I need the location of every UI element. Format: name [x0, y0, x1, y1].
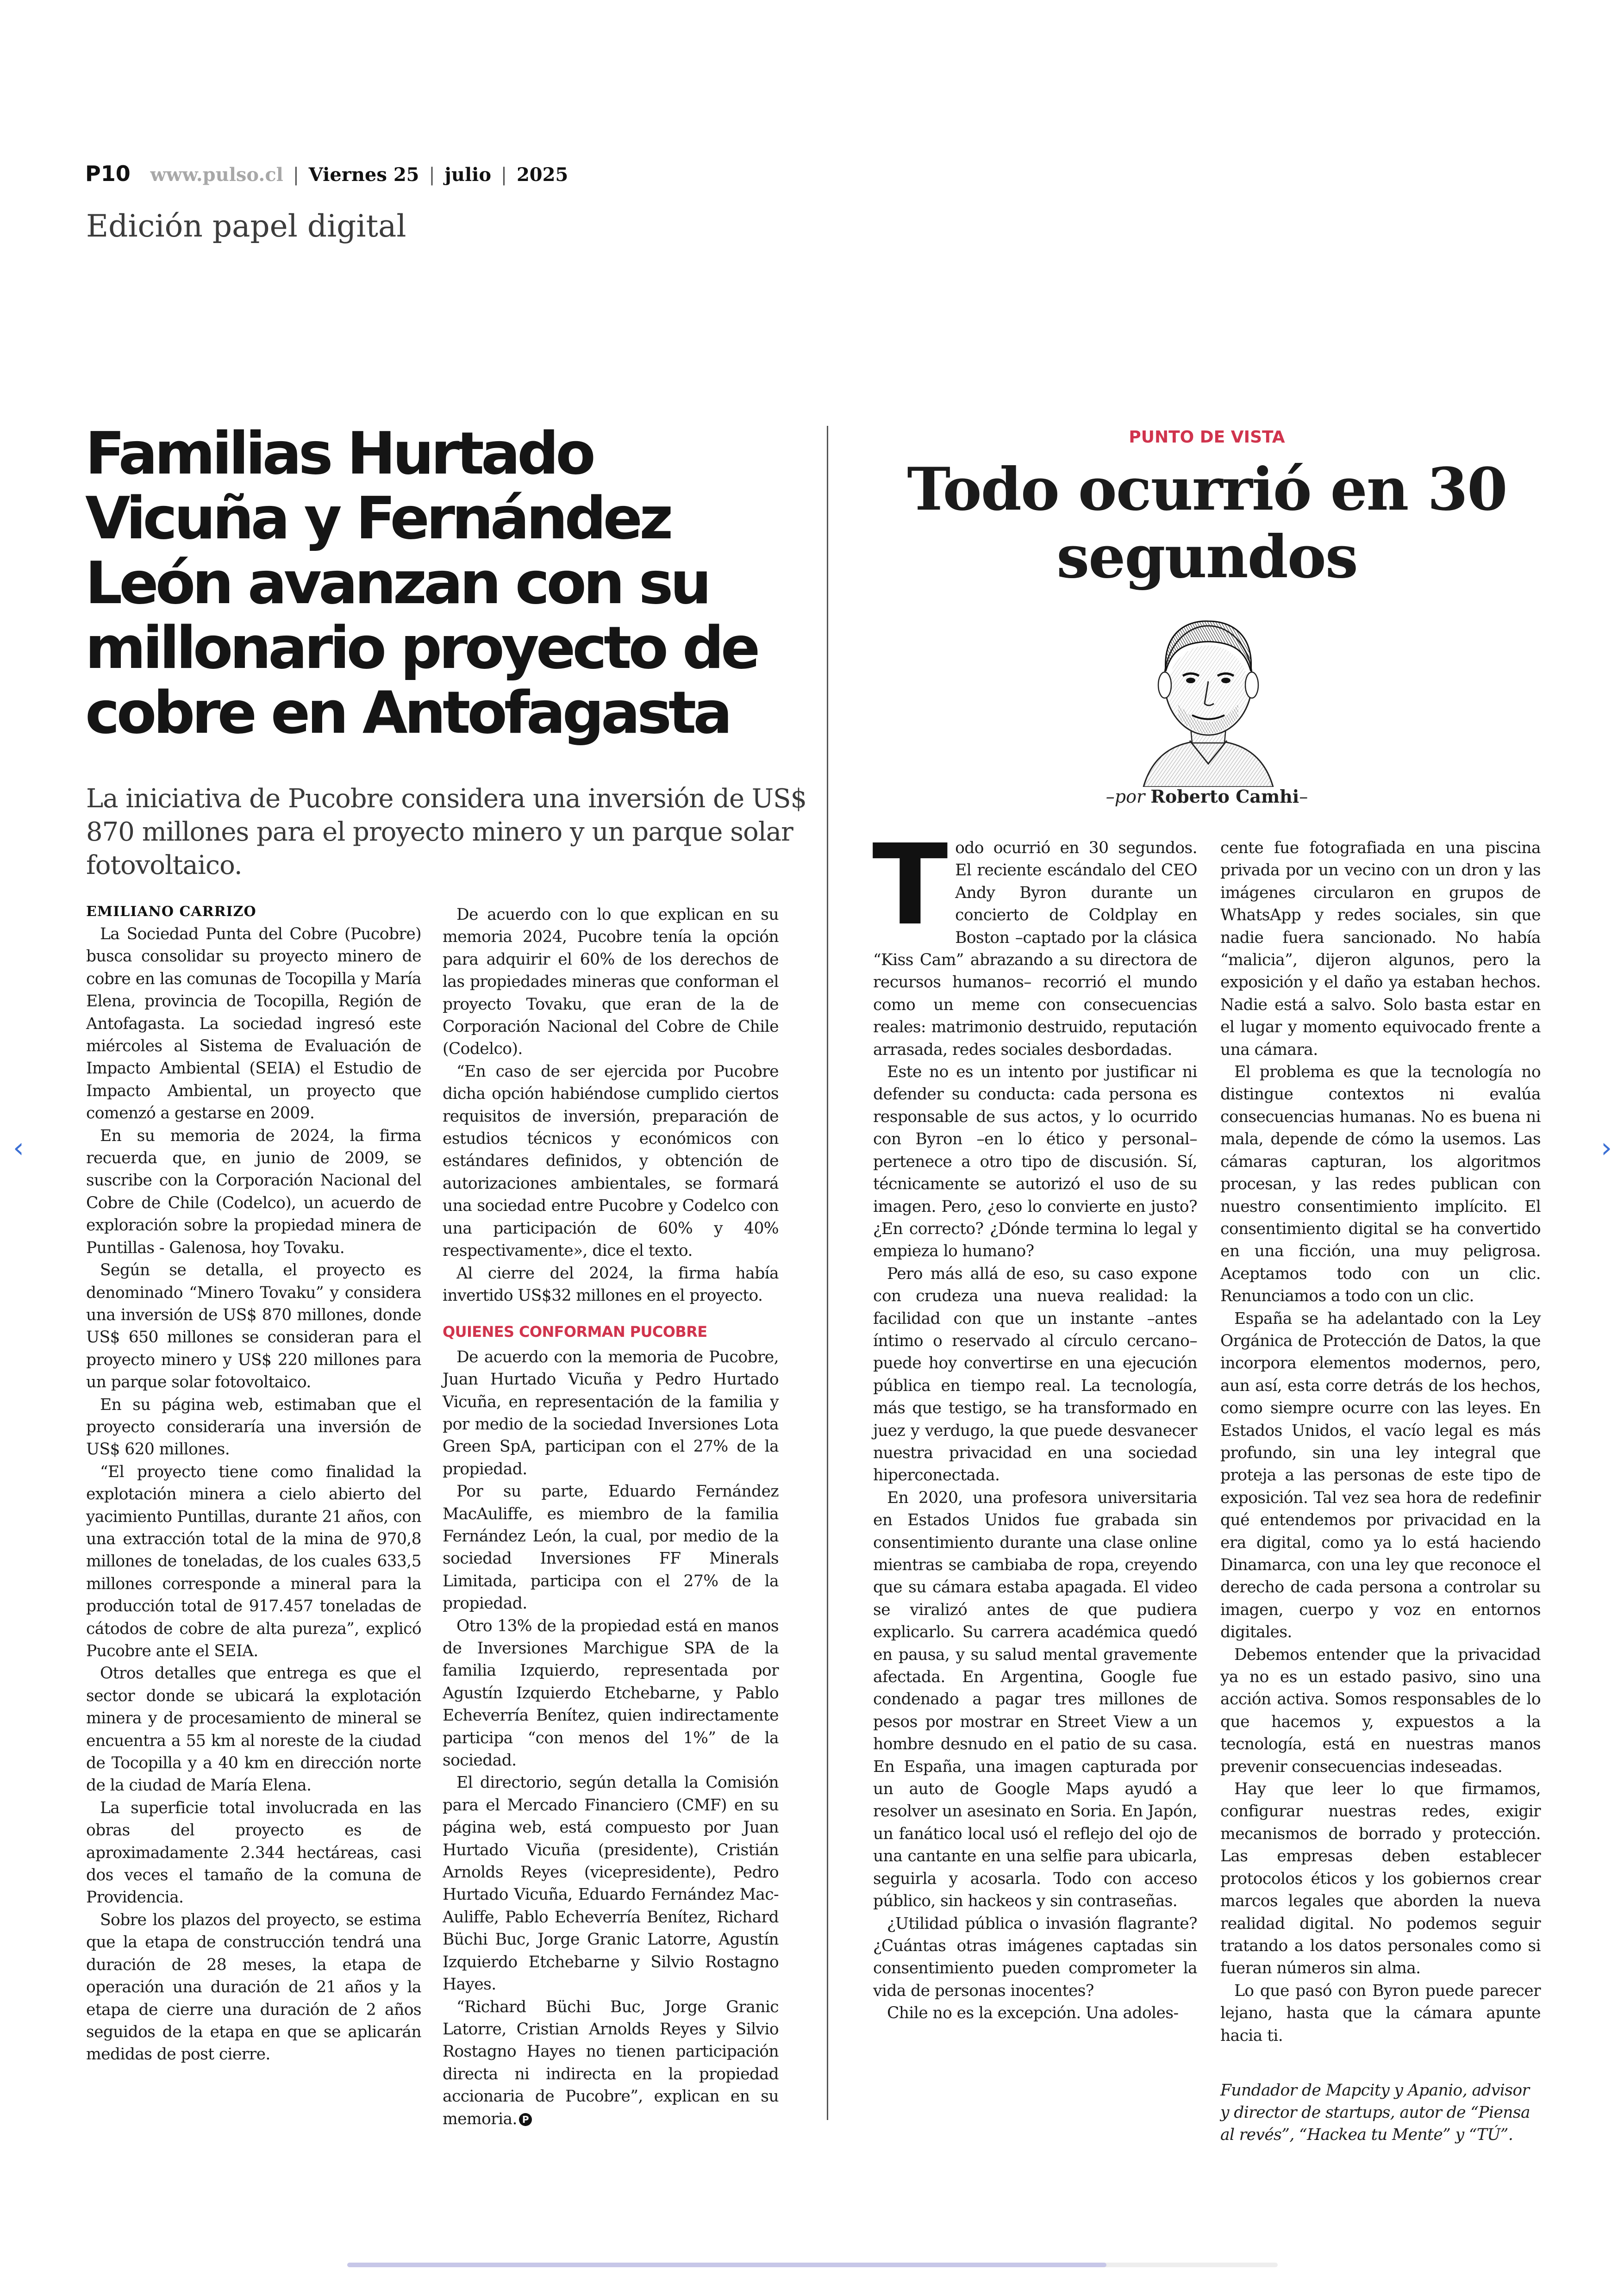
next-page-arrow-icon[interactable]: › — [1601, 1132, 1612, 1164]
section-kicker: PUNTO DE VISTA — [1129, 428, 1285, 447]
column-divider — [827, 426, 828, 2120]
paragraph: La Sociedad Punta del Cobre (Pucobre) busca consolidar su proyecto minero de cobre en las comunas de Tocopilla y María Elena, provincia de Tocopilla, Región de Antofagasta. La sociedad ingresó este miércoles al Sistema de Evaluación de Impacto Ambiental (SEIA) el Estudio de Impacto Ambiental, un proyecto que comenzó a gestarse en 2009. — [86, 925, 421, 1123]
byline: EMILIANO CARRIZO — [86, 904, 256, 920]
paragraph: Por su parte, Eduardo Fernández MacAuliffe, es miembro de la familia Fernández León, la cual, por medio de la sociedad Inversiones FF Minerals Limitada, participa con el 27% de la propiedad. — [443, 1482, 779, 1613]
paragraph: Otros detalles que entrega es que el sector donde se ubicará la explotación minera y de procesamiento de mineral se encuentra a 55 km al noreste de la ciudad de Tocopilla y a 40 km en dirección norte de la ciudad de María Elena. — [86, 1664, 421, 1795]
website-link[interactable]: www.pulso.cl — [150, 164, 283, 186]
author-portrait — [1134, 602, 1282, 787]
paragraph: De acuerdo con lo que explican en su memoria 2024, Pucobre tenía la opción para adquirir el 60% de los derechos de las propiedades mineras que conforman el proyecto Tovaku, que eran de la de Corporación Nacional del Cobre de Chile (Codelco). — [443, 905, 779, 1059]
left-article-lead: La iniciativa de Pucobre considera una inversión de US$ 870 millones para el proyecto minero y un parque solar fotovoltaico. — [86, 784, 807, 880]
drop-cap: T — [872, 820, 948, 950]
separator: | — [500, 164, 507, 186]
paragraph: El problema es que la tecnología no distingue contextos ni evalúa consecuencias humanas. No es buena ni mala, depende de cómo la usemos. Las cámaras capturan, los algoritmos procesan, y las redes publican con nuestro consentimiento implícito. El consentimiento digital se ha convertido en una ficción, una muy peligrosa. Aceptamos todo con un clic. Renunciamos a todo con un clic. — [1220, 1063, 1541, 1306]
opinion-column-2 — [1220, 837, 1541, 2146]
edition-label: Edición papel digital — [86, 208, 406, 244]
date-year: 2025 — [516, 164, 568, 186]
paragraph: Sobre los plazos del proyecto, se estima que la etapa de construcción tendrá una duración de 28 meses, la etapa de operación una duración de 21 años y la etapa de cierre una duración de 2 años seguidos de la etapa en que se aplicarán medidas de post cierre. — [86, 1910, 421, 2064]
paragraph-first — [872, 820, 1197, 1061]
separator: | — [293, 164, 300, 186]
page-number: P10 — [85, 161, 131, 186]
paragraph: En su página web, estimaban que el proyecto consideraría una inversión de US$ 620 millones. — [86, 1395, 421, 1459]
end-of-article-icon: P — [519, 2113, 532, 2126]
previous-page-arrow-icon[interactable]: ‹ — [13, 1132, 24, 1164]
paragraph: En su memoria de 2024, la firma recuerda que, en junio de 2009, se suscribe con la Corporación Nacional del Cobre de Chile (Codelco), un acuerdo de exploración sobre la propiedad minera de Puntillas - Galenosa, hoy Tovaku. — [86, 1126, 421, 1257]
paragraph: España se ha adelantado con la Ley Orgánica de Protección de Datos, la que incorpora elementos modernos, pero, aun así, esta corre detrás de los hechos, como siempre ocurre con las leyes. En Estados Unidos, el vacío legal es más profundo, sin una ley integral que proteja a las personas de este tipo de exposición. Tal vez sea hora de redefinir qué entendemos por privacidad en la era digital, como ya lo está haciendo Dinamarca, con una ley que reconoce el derecho de cada persona a controlar su imagen, cuerpo y voz en entornos digitales. — [1220, 1309, 1541, 1642]
paragraph: Según se detalla, el proyecto es denominado “Minero Tovaku” y considera una inversión de US$ 870 millones, donde US$ 650 millones se consideran para el proyecto minero y US$ 220 millones para un parque solar fotovoltaico. — [86, 1261, 421, 1392]
author-bio: Fundador de Mapcity y Apanio, advisor y director de startups, autor de “Piensa al revés”, “Hackea tu Mente” y “TÚ”. — [1220, 2081, 1530, 2144]
date-day: Viernes 25 — [308, 164, 419, 186]
paragraph: La superficie total involucrada en las obras del proyecto es de aproximadamente 2.344 hectáreas, casi dos veces el tamaño de la comuna de Providencia. — [86, 1798, 421, 1907]
date-month: julio — [444, 164, 492, 186]
paragraph: “En caso de ser ejercida por Pucobre dicha opción habiéndose cumplido ciertos requisitos de inversión, preparación de estudios técnicos y económicos con estándares definidos, y obtención de autorizaciones ambientales, se formará una sociedad entre Pucobre y Codelco con una participación de 60% y 40% respectivamente», dice el texto. — [443, 1062, 779, 1260]
left-article-column-1 — [86, 923, 421, 2066]
paragraph: Al cierre del 2024, la firma había invertido US$32 millones en el proyecto. — [443, 1264, 779, 1305]
paragraph: Pero más allá de eso, su caso expone con crudeza una nueva realidad: la facilidad con que un instante –antes íntimo o reservado al círculo cercano– puede hoy convertirse en una ejecución pública en tiempo real. La tecnología, más que testigo, se ha transformado en juez y verdugo, la que puede desvanecer nuestra privacidad en una sociedad hiperconectada. — [873, 1264, 1197, 1485]
paragraph: “El proyecto tiene como finalidad la explotación minera a cielo abierto del yacimiento Puntillas, durante 21 años, con una extracción total de la mina de 970,8 millones de toneladas, de los cuales 633,5 millones corresponde a mineral para la producción total de 917.457 toneladas de cátodos de cobre de alta pureza”, explicó Pucobre ante el SEIA. — [86, 1462, 421, 1660]
left-article-headline: Familias Hurtado Vicuña y Fernández León avanzan con su millonario proyecto de cobre en Antofagasta — [85, 419, 757, 747]
author-credit — [873, 786, 1541, 807]
left-article-column-2 — [443, 904, 779, 2130]
author-name: Roberto Camhi — [1150, 786, 1299, 807]
author-portrait-illustration — [1134, 602, 1282, 787]
paragraph-last — [443, 1996, 779, 2130]
separator: | — [429, 164, 435, 186]
paragraph: Hay que leer lo que firmamos, configurar nuestras redes, exigir mecanismos de borrado y protección. Las empresas deben establecer protocolos éticos y los gobiernos crear marcos legales que aborden la nueva realidad digital. No podemos seguir tratando a los datos personales como si fueran números sin alma. — [1220, 1780, 1541, 1978]
author-prefix: –por — [1106, 786, 1145, 807]
paragraph-text: “Richard Büchi Buc, Jorge Granic Latorre, Cristian Arnolds Reyes y Silvio Rostagno Hayes no tienen participación directa ni indirecta en la propiedad accionaria de Pucobre”, explican en su memoria. — [443, 1997, 779, 2128]
paragraph: Debemos entender que la privacidad ya no es un estado pasivo, sino una acción activa. Somos responsables de lo que hacemos y, expuestos a la tecnología, está en nuestras manos prevenir consecuencias indeseadas. — [1220, 1645, 1541, 1776]
paragraph: cente fue fotografiada en una piscina privada por un vecino con un dron y las imágenes circularon en grupos de WhatsApp y redes sociales, sin que nadie fuera sancionado. No había “malicia”, dijeron algunos, pero la exposición y el daño ya estaban hechos. Nadie está a salvo. Solo basta estar en el lugar y momento equivocado frente a una cámara. — [1220, 839, 1541, 1059]
author-suffix: – — [1299, 786, 1308, 807]
page-header — [85, 161, 568, 186]
paragraph: El directorio, según detalla la Comisión para el Mercado Financiero (CMF) en su página web, está compuesto por Juan Hurtado Vicuña (presidente), Cristián Arnolds Reyes (vicepresidente), Pedro Hurtado Vicuña, Eduardo Fernández Mac-Auliffe, Pablo Echeverría Benítez, Richard Büchi Buc, Jorge Granic Latorre, Agustín Izquierdo Etchebarne y Silvio Rostagno Hayes. — [443, 1773, 779, 1994]
paragraph: En 2020, una profesora universitaria en Estados Unidos fue grabada sin consentimiento durante una clase online mientras se cambiaba de ropa, creyendo que su cámara estaba apagada. El video se viralizó antes de que pudiera explicarlo. Su carrera académica quedó en pausa, y su salud mental gravemente afectada. En Argentina, Google fue condenado a pagar tres millones de pesos por mostrar en Street View a un hombre desnudo en el patio de su casa. En España, una imagen capturada por un auto de Google Maps ayudó a resolver un asesinato en Soria. En Japón, un fanático local usó el reflejo del ojo de una cantante en una selfie para ubicarla, seguirla y acosarla. Todo con acceso público, sin hackeos y sin contraseñas. — [873, 1488, 1197, 1911]
paragraph: Lo que pasó con Byron puede parecer lejano, hasta que la cámara apunte hacia ti. — [1220, 1981, 1541, 2045]
paragraph: De acuerdo con la memoria de Pucobre, Juan Hurtado Vicuña y Pedro Hurtado Vicuña, en representación de la familia y por medio de la sociedad Inversiones Lota Green SpA, participan con el 27% de la propiedad. — [443, 1347, 779, 1478]
opinion-headline: Todo ocurrió en 30 segundos — [907, 455, 1507, 591]
paragraph-text: odo ocurrió en 30 segundos. El reciente escándalo del CEO Andy Byron durante un concierto de Coldplay en Boston –captado por la clásica “Kiss Cam” abrazando a su directora de recursos humanos– recorrió el mundo como un meme con consecuencias reales: matrimonio destruido, reputación arrasada, redes sociales desbordadas. — [873, 839, 1197, 1059]
paragraph: Chile no es la excepción. Una adoles- — [887, 2004, 1179, 2023]
horizontal-scrollbar-thumb[interactable] — [347, 2263, 1106, 2267]
paragraph: ¿Utilidad pública o invasión flagrante? ¿Cuántas otras imágenes captadas sin consentimiento pueden comprometer la vida de personas inocentes? — [873, 1914, 1197, 2000]
paragraph: Otro 13% de la propiedad está en manos de Inversiones Marchigue SPA de la familia Izquierdo, representada por Agustín Izquierdo Etchebarne, y Pablo Echeverría Benítez, quien indirectamente participa “con menos del 1%” de la sociedad. — [443, 1616, 779, 1770]
opinion-column-1 — [872, 820, 1197, 2025]
paragraph: Este no es un intento por justificar ni defender su conducta: cada persona es responsable de sus actos, y lo ocurrido con Byron –en lo ético y personal– pertenece a otro tipo de discusión. Sí, técnicamente se autorizó el uso de su imagen. Pero, ¿eso lo convierte en justo? ¿En correcto? ¿Dónde termina lo legal y empieza lo humano? — [873, 1063, 1197, 1261]
section-subheading: QUIENES CONFORMAN PUCOBRE — [443, 1323, 707, 1341]
